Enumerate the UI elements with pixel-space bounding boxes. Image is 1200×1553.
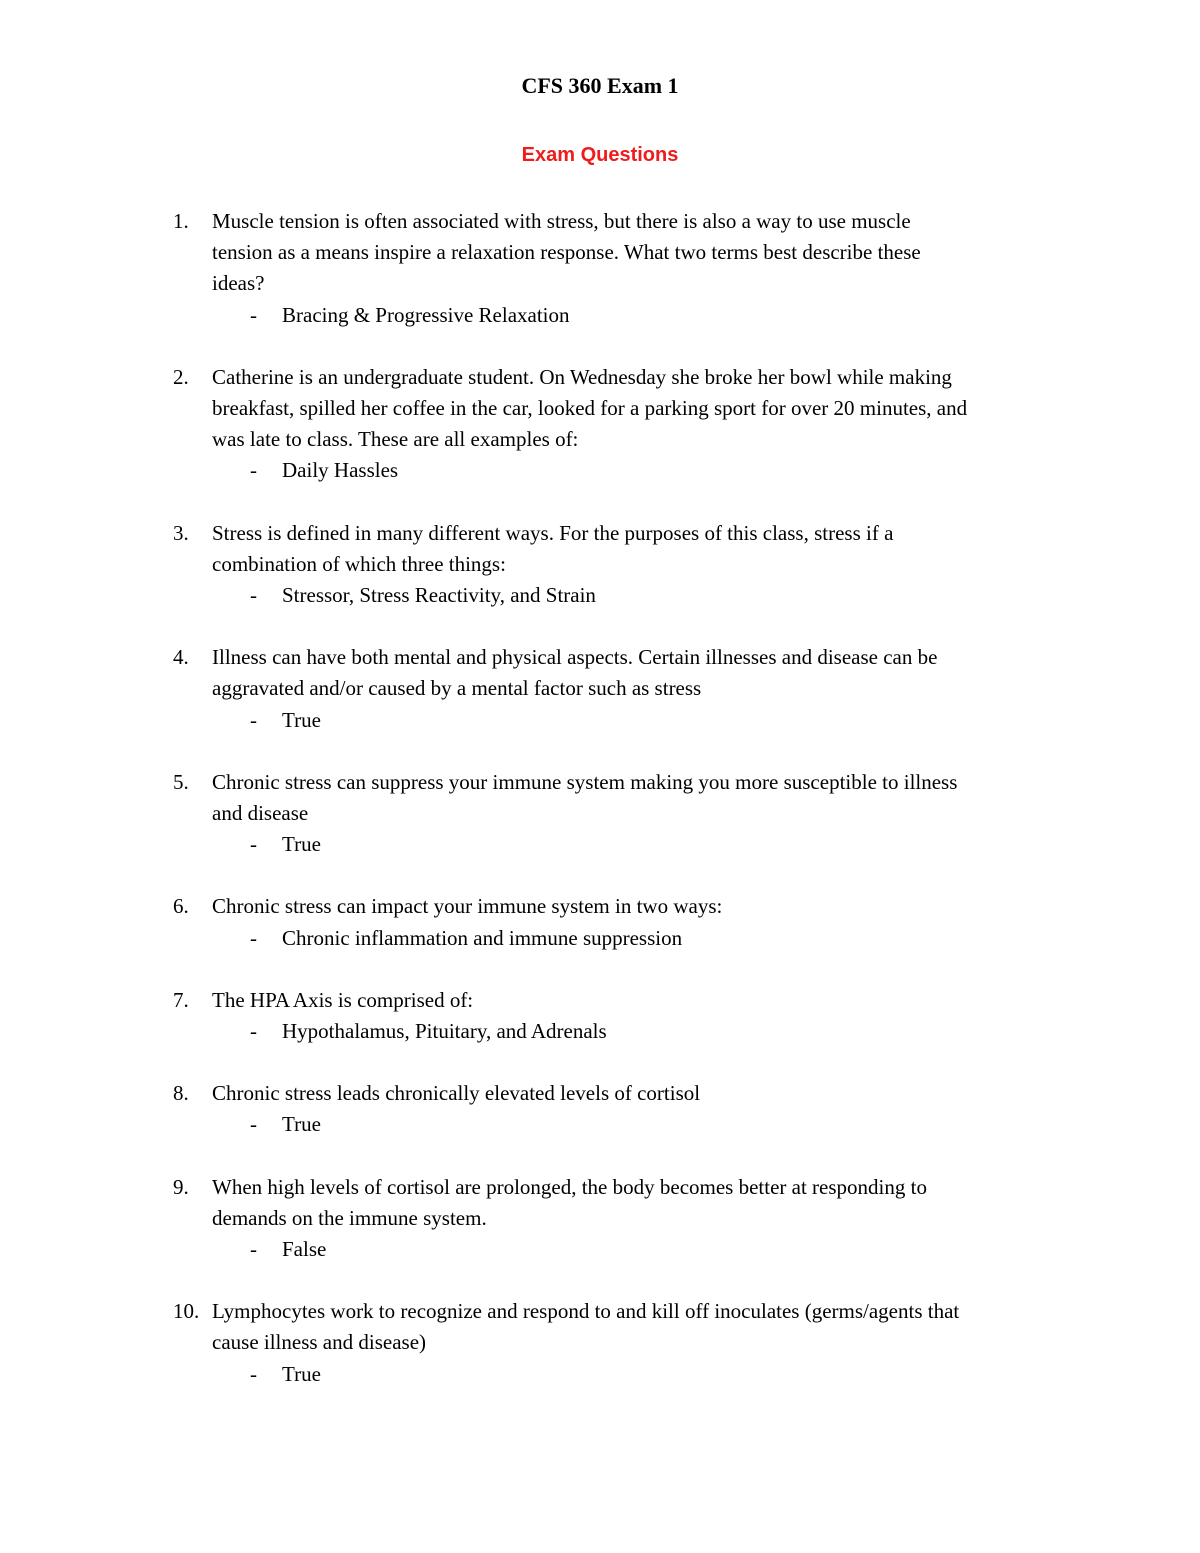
question-text: The HPA Axis is comprised of: (212, 987, 474, 1012)
answer-text: Chronic inflammation and immune suppression (282, 925, 683, 950)
answer-text: True (282, 832, 321, 857)
answer-text: True (282, 1361, 321, 1386)
question-text: Muscle tension is often associated with stress, but there is also a way to use muscle tension as a means inspire a relaxation response. What two terms best describe these ideas? (212, 209, 921, 296)
question-text: Chronic stress can suppress your immune system making you more susceptible to illness and disease (212, 769, 958, 825)
question-item (0, 1296, 1200, 1390)
question-number: 2. (173, 364, 189, 389)
question-number: 6. (173, 894, 189, 919)
question-number: 1. (173, 209, 189, 233)
question-item (0, 891, 1200, 953)
answer-text: Bracing & Progressive Relaxation (282, 302, 570, 327)
question-item (0, 1078, 1200, 1140)
answer-dash: - (250, 925, 257, 950)
answer-text: Daily Hassles (282, 458, 399, 483)
question-number: 5. (173, 769, 189, 794)
question-list (0, 206, 1200, 1421)
answer-text: True (282, 1112, 321, 1137)
question-text: Lymphocytes work to recognize and respond to and kill off inoculates (germs/agents that cause illness and disease) (212, 1299, 960, 1355)
question-item (0, 518, 1200, 612)
document-title: CFS 360 Exam 1 (521, 73, 679, 98)
question-number: 7. (173, 987, 189, 1012)
answer-line (0, 1359, 1200, 1390)
question-text: Chronic stress can impact your immune system in two ways: (212, 894, 723, 919)
answer-text: Hypothalamus, Pituitary, and Adrenals (282, 1018, 607, 1043)
answer-line (0, 455, 1200, 486)
answer-dash: - (250, 1112, 257, 1137)
question-item (0, 1172, 1200, 1266)
question-item (0, 767, 1200, 861)
answer-text: True (282, 707, 321, 732)
answer-line (0, 1234, 1200, 1265)
answer-line (0, 300, 1200, 331)
answer-line (0, 829, 1200, 860)
answer-line (0, 923, 1200, 954)
question-number: 10. (173, 1299, 200, 1324)
section-heading: Exam Questions (521, 144, 679, 166)
question-number: 4. (173, 645, 189, 670)
question-text: Illness can have both mental and physical aspects. Certain illnesses and disease can be aggravated and/or caused by a mental factor such as stress (212, 645, 938, 701)
question-text: Stress is defined in many different ways. For the purposes of this class, stress if a combination of which three things: (212, 520, 894, 576)
answer-dash: - (250, 1018, 257, 1043)
answer-dash: - (250, 832, 257, 857)
question-item (0, 362, 1200, 487)
answer-line (0, 705, 1200, 736)
answer-dash: - (250, 1361, 257, 1386)
question-item (0, 642, 1200, 736)
question-text: Chronic stress leads chronically elevated levels of cortisol (212, 1081, 701, 1106)
answer-text: Stressor, Stress Reactivity, and Strain (282, 583, 596, 607)
question-number: 3. (173, 520, 189, 545)
question-item (0, 206, 1200, 331)
answer-dash: - (250, 583, 257, 607)
answer-line (0, 580, 1200, 611)
question-item (0, 985, 1200, 1047)
question-number: 9. (173, 1174, 189, 1199)
answer-line (0, 1016, 1200, 1047)
question-text: Catherine is an undergraduate student. On Wednesday she broke her bowl while making breakfast, spilled her coffee in the car, looked for a parking sport for over 20 minutes, and was late to class. These are all examples of: (212, 364, 968, 452)
question-text: When high levels of cortisol are prolonged, the body becomes better at responding to demands on the immune system. (212, 1174, 927, 1230)
answer-dash: - (250, 302, 257, 327)
answer-dash: - (250, 458, 257, 483)
answer-dash: - (250, 707, 257, 732)
answer-text: False (282, 1236, 327, 1261)
question-number: 8. (173, 1081, 189, 1106)
answer-line (0, 1109, 1200, 1140)
answer-dash: - (250, 1236, 257, 1261)
